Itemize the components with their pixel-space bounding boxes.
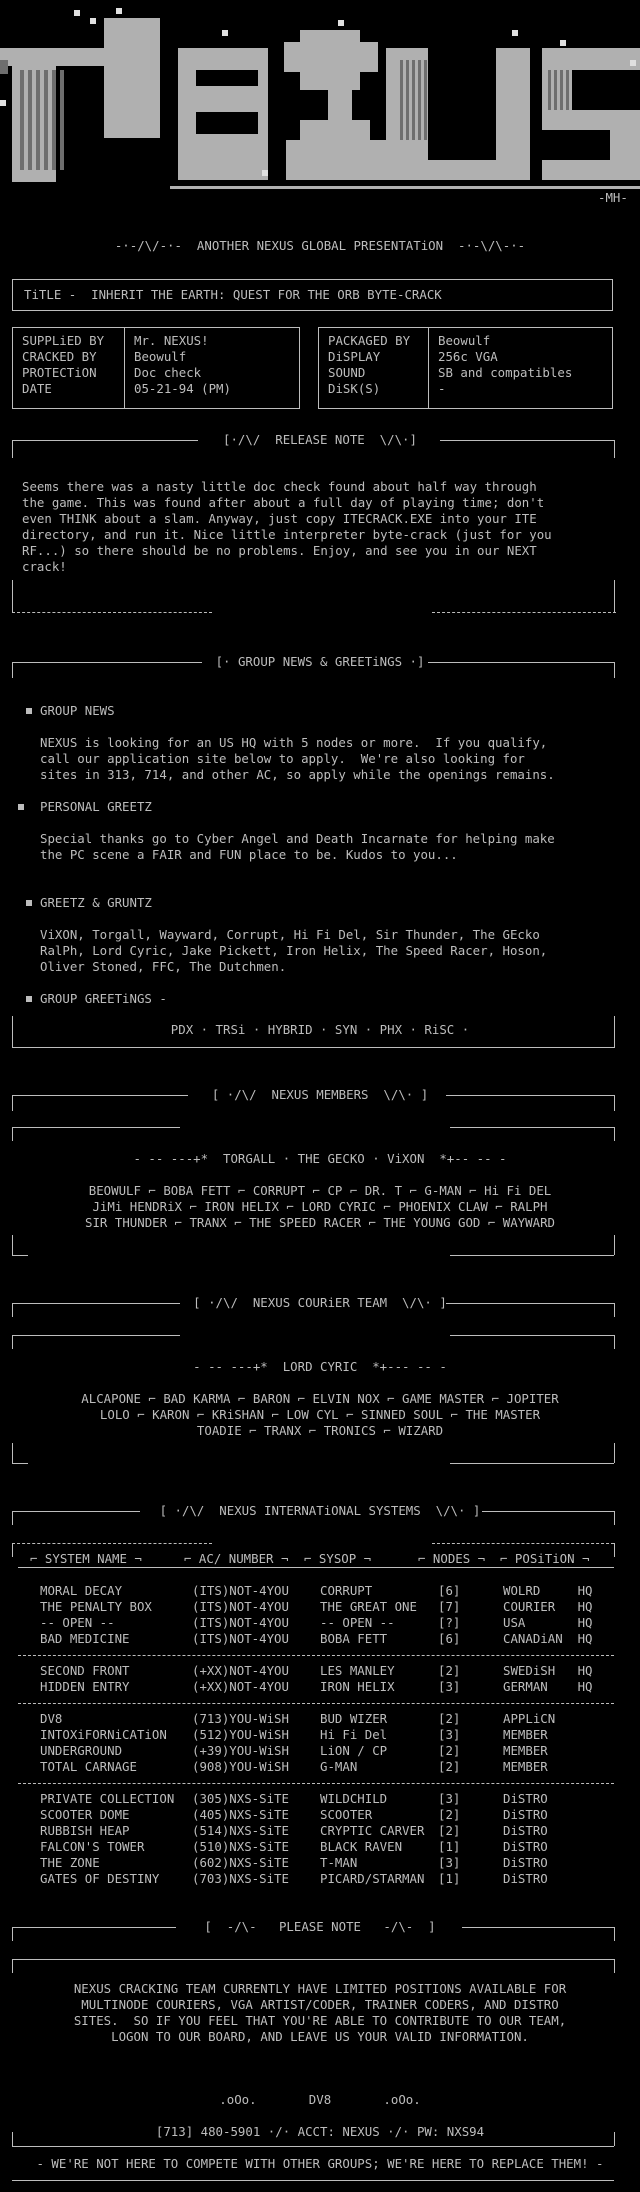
frame-line [12,1335,13,1349]
frame-line [614,598,615,612]
info-label: SUPPLiED BY [22,333,105,348]
frame-line [450,1335,614,1336]
member-name-line: BEOWULF ⌐ BOBA FETT ⌐ CORRUPT ⌐ CP ⌐ DR. T ⌐ G-MAN ⌐ Hi Fi DEL [88,1183,552,1198]
logo-letter-x [300,120,370,180]
frame-line [12,662,202,663]
systems-cell: DiSTRO [503,1871,548,1886]
logo-letter-x [350,42,378,72]
systems-cell: GATES OF DESTINY [40,1871,160,1886]
systems-cell: INTOXiFORNiCATiON [40,1727,167,1742]
frame-line [614,440,615,458]
info-label: DiSPLAY [328,349,381,364]
systems-cell: SWEDiSH HQ [503,1663,593,1678]
systems-cell: (908)YOU-WiSH [192,1759,289,1774]
please-note-line: NEXUS CRACKING TEAM CURRENTLY HAVE LIMITED POSITIONS AVAILABLE FOR [73,1981,567,1996]
logo-letter-n [104,18,160,138]
frame-line [432,612,616,613]
group-news-header: [· GROUP NEWS & GREETiNGS ·] [215,654,425,669]
frame-line [482,1511,614,1512]
systems-cell: SCOOTER [320,1807,373,1822]
frame-line [12,1095,188,1096]
systems-cell: CRYPTIC CARVER [320,1823,425,1838]
systems-cell: BOBA FETT [320,1631,388,1646]
frame-line [12,1335,180,1336]
systems-cell: (305)NXS-SiTE [192,1791,289,1806]
systems-cell: UNDERGROUND [40,1743,123,1758]
systems-cell: (ITS)NOT-4YOU [192,1631,289,1646]
frame-line [614,1016,615,1048]
systems-cell: (ITS)NOT-4YOU [192,1615,289,1630]
footer-slogan: - WE'RE NOT HERE TO COMPETE WITH OTHER GROUPS; WE'RE HERE TO REPLACE THEM! - [36,2156,604,2171]
systems-column-header: ⌐ SYSOP ¬ [304,1551,372,1566]
news-line: sites in 313, 714, and other AC, so apply while the openings remains. [40,767,555,782]
frame-line [12,440,198,441]
logo-letter-s [542,160,640,180]
systems-cell: DiSTRO [503,1855,548,1870]
release-note-line: Seems there was a nasty little doc check found about half way through [22,479,537,494]
frame-line [450,1255,614,1256]
systems-cell: (+XX)NOT-4YOU [192,1679,289,1694]
news-line: the PC scene a FAIR and FUN place to be. Kudos to you... [40,847,458,862]
news-line: ViXON, Torgall, Wayward, Corrupt, Hi Fi Del, Sir Thunder, The GEcko [40,927,540,942]
systems-column-header: ⌐ POSiTiON ¬ [500,1551,590,1566]
systems-cell: -- OPEN -- [40,1615,115,1630]
news-section-title: GREETZ & GRUNTZ [40,895,152,910]
logo-signature: -MH- [598,190,628,205]
info-label: SOUND [328,365,366,380]
couriers-leader: - -- ---+* LORD CYRIC *+--- -- - [193,1359,447,1374]
systems-cell: [2] [438,1823,461,1838]
frame-line [12,1016,13,1048]
info-value: Beowulf [134,349,187,364]
info-value: Mr. NEXUS! [134,333,209,348]
systems-cell: T-MAN [320,1855,358,1870]
systems-cell: [1] [438,1871,461,1886]
frame-line [450,1463,614,1464]
release-note-line: even THINK about a slam. Anyway, just copy ITECRACK.EXE into your ITE [22,511,537,526]
systems-cell: CANADiAN HQ [503,1631,593,1646]
systems-cell: [6] [438,1583,461,1598]
systems-cell: (ITS)NOT-4YOU [192,1599,289,1614]
frame-line [428,662,614,663]
frame-line [12,1927,176,1928]
info-value: SB and compatibles [438,365,573,380]
frame-line [614,1927,615,1941]
release-note-line: the game. This was found after about a full day of playing time; don't [22,495,545,510]
please-note-header: [ -/\- PLEASE NOTE -/\- ] [204,1919,436,1934]
systems-cell: BUD WIZER [320,1711,388,1726]
frame-line [12,1543,13,1557]
systems-cell: (510)NXS-SiTE [192,1839,289,1854]
systems-cell: SCOOTER DOME [40,1807,130,1822]
frame-line [12,440,13,458]
systems-cell: (405)NXS-SiTE [192,1807,289,1822]
info-value: Beowulf [438,333,491,348]
frame-line [614,1511,615,1525]
systems-cell: BLACK RAVEN [320,1839,403,1854]
systems-cell: (+39)YOU-WiSH [192,1743,289,1758]
systems-cell: [2] [438,1759,461,1774]
systems-cell: COURIER HQ [503,1599,593,1614]
frame-line [12,1127,180,1128]
bullet-icon [18,804,24,810]
systems-cell: WILDCHILD [320,1791,388,1806]
frame-line [12,1927,13,1941]
frame-line [614,1127,615,1141]
systems-cell: MEMBER [503,1743,548,1758]
frame-line [12,1511,13,1525]
frame-line [12,1047,614,1048]
systems-cell: (703)NXS-SiTE [192,1871,289,1886]
info-label: CRACKED BY [22,349,97,364]
frame-line [12,1959,13,1973]
release-note-line: directory, and run it. Nice little interpreter byte-crack (just for you [22,527,552,542]
systems-cell: [3] [438,1855,461,1870]
frame-line [614,1095,615,1111]
courier-name-line: TOADIE ⌐ TRANX ⌐ TRONICS ⌐ WIZARD [196,1423,444,1438]
systems-cell: (713)YOU-WiSH [192,1711,289,1726]
info-label: DiSK(S) [328,381,381,396]
systems-separator [18,1655,614,1656]
systems-cell: [3] [438,1679,461,1694]
frame-line [446,1303,614,1304]
info-value: - [438,381,446,396]
members-leaders: - -- ---+* TORGALL · THE GECKO · ViXON *+-- -- - [133,1151,507,1166]
members-header: [ ·/\/ NEXUS MEMBERS \/\· ] [211,1087,429,1102]
frame-line [614,1235,615,1255]
please-note-line: SITES. SO IF YOU FEEL THAT YOU'RE ABLE TO CONTRIBUTE TO OUR TEAM, [73,2013,567,2028]
frame-line [12,1543,212,1544]
logo-letter-n [12,66,56,182]
title-text: TiTLE - INHERIT THE EARTH: QUEST FOR THE ORB BYTE-CRACK [24,287,442,302]
systems-cell: MORAL DECAY [40,1583,123,1598]
news-section-title: GROUP NEWS [40,703,115,718]
frame-line [450,1127,614,1128]
systems-cell: [2] [438,1663,461,1678]
systems-cell: [7] [438,1599,461,1614]
bullet-icon [26,996,32,1002]
systems-cell: [?] [438,1615,461,1630]
systems-cell: (+XX)NOT-4YOU [192,1663,289,1678]
news-section-title: PERSONAL GREETZ [40,799,152,814]
systems-cell: TOTAL CARNAGE [40,1759,137,1774]
frame-line [12,2146,614,2147]
systems-column-header: ⌐ NODES ¬ [418,1551,486,1566]
frame-line [462,1927,614,1928]
frame-line [614,1303,615,1317]
frame-line [614,2132,615,2146]
member-name-line: JiMi HENDRiX ⌐ IRON HELIX ⌐ LORD CYRIC ⌐ PHOENIX CLAW ⌐ RALPH [92,1199,548,1214]
systems-cell: MEMBER [503,1759,548,1774]
frame-line [12,1443,13,1463]
systems-separator [18,1783,614,1784]
greeting-groups: PDX · TRSi · HYBRID · SYN · PHX · RiSC · [170,1022,470,1037]
nexus-logo [0,0,640,210]
systems-cell: [1] [438,1839,461,1854]
frame-line [12,1095,13,1111]
systems-cell: DiSTRO [503,1791,548,1806]
frame-line [12,1511,140,1512]
systems-cell: SECOND FRONT [40,1663,130,1678]
frame-line [12,1255,28,1256]
systems-cell: (512)YOU-WiSH [192,1727,289,1742]
info-value: 05-21-94 (PM) [134,381,231,396]
news-line: Special thanks go to Cyber Angel and Death Incarnate for helping make [40,831,555,846]
systems-cell: HIDDEN ENTRY [40,1679,130,1694]
frame-line [12,1303,180,1304]
systems-cell: (514)NXS-SiTE [192,1823,289,1838]
systems-cell: RUBBISH HEAP [40,1823,130,1838]
systems-cell: THE ZONE [40,1855,100,1870]
systems-cell: DV8 [40,1711,63,1726]
frame-line [12,598,13,612]
frame-line [12,662,13,678]
frame-line [614,662,615,678]
release-note-line: crack! [22,559,67,574]
logo-letter-u [428,160,498,180]
news-line: NEXUS is looking for an US HQ with 5 nodes or more. If you qualify, [40,735,548,750]
frame-line [12,1127,13,1141]
frame-line [12,1235,13,1255]
frame-line [12,1959,614,1960]
frame-line [432,1543,614,1544]
systems-cell: [3] [438,1727,461,1742]
logo-letter-x [286,140,308,180]
frame-line [12,2132,13,2146]
systems-column-header: ⌐ SYSTEM NAME ¬ [30,1551,142,1566]
systems-column-header: ⌐ AC/ NUMBER ¬ [184,1551,289,1566]
systems-cell: DiSTRO [503,1807,548,1822]
news-section-title: GROUP GREETiNGS - [40,991,167,1006]
systems-cell: LES MANLEY [320,1663,395,1678]
logo-letter-u [496,48,530,180]
bullet-icon [26,900,32,906]
systems-separator [18,1703,614,1704]
systems-cell: GERMAN HQ [503,1679,593,1694]
couriers-header: [ ·/\/ NEXUS COURiER TEAM \/\· ] [193,1295,447,1310]
frame-line [440,440,614,441]
systems-cell: DiSTRO [503,1823,548,1838]
frame-line [12,2180,614,2181]
news-line: Oliver Stoned, FFC, The Dutchmen. [40,959,287,974]
systems-cell: [2] [438,1711,461,1726]
systems-cell: [6] [438,1631,461,1646]
systems-cell: WOLRD HQ [503,1583,593,1598]
courier-name-line: LOLO ⌐ KARON ⌐ KRiSHAN ⌐ LOW CYL ⌐ SINNED SOUL ⌐ THE MASTER [99,1407,541,1422]
systems-cell: (ITS)NOT-4YOU [192,1583,289,1598]
bullet-icon [26,708,32,714]
systems-cell: (602)NXS-SiTE [192,1855,289,1870]
frame-line [614,580,615,600]
systems-cell: Hi Fi Del [320,1727,388,1742]
info-value: 256c VGA [438,349,498,364]
presentation-line: -·-/\/-·- ANOTHER NEXUS GLOBAL PRESENTATiON -·-\/\-·- [114,238,526,253]
systems-cell: DiSTRO [503,1839,548,1854]
systems-cell: THE PENALTY BOX [40,1599,152,1614]
frame-line [614,1543,615,1557]
systems-cell: [2] [438,1743,461,1758]
info-label: DATE [22,381,52,396]
systems-cell: THE GREAT ONE [320,1599,417,1614]
systems-cell: PICARD/STARMAN [320,1871,425,1886]
frame-line [446,1095,614,1096]
systems-cell: IRON HELIX [320,1679,395,1694]
systems-cell: [3] [438,1791,461,1806]
please-note-board: .oOo. DV8 .oOo. [219,2092,421,2107]
frame-line [614,1959,615,1973]
systems-cell: LiON / CP [320,1743,388,1758]
systems-cell: [2] [438,1807,461,1822]
logo-letter-x [360,140,386,180]
frame-line [614,1335,615,1349]
frame-line [12,580,13,600]
systems-cell: CORRUPT [320,1583,373,1598]
news-line: call our application site below to apply. We're also looking for [40,751,525,766]
release-note-line: RF...) so there should be no problems. Enjoy, and see you in our NEXT [22,543,537,558]
info-label: PACKAGED BY [328,333,411,348]
release-note-header: [·/\/ RELEASE NOTE \/\·] [223,432,417,447]
systems-cell: MEMBER [503,1727,548,1742]
info-value: Doc check [134,365,202,380]
news-line: RalPh, Lord Cyric, Jake Pickett, Iron Helix, The Speed Racer, Hoson, [40,943,548,958]
info-label: PROTECTiON [22,365,97,380]
systems-cell: APPLiCN [503,1711,556,1726]
systems-cell: G-MAN [320,1759,358,1774]
frame-line [18,1567,614,1568]
please-note-line: MULTINODE COURIERS, VGA ARTIST/CODER, TRAINER CODERS, AND DISTRO [81,1997,559,2012]
member-name-line: SIR THUNDER ⌐ TRANX ⌐ THE SPEED RACER ⌐ THE YOUNG GOD ⌐ WAYWARD [85,1215,555,1230]
please-note-line: LOGON TO OUR BOARD, AND LEAVE US YOUR VALID INFORMATION. [111,2029,529,2044]
systems-cell: -- OPEN -- [320,1615,395,1630]
frame-line [12,612,212,613]
systems-cell: FALCON'S TOWER [40,1839,145,1854]
systems-cell: BAD MEDICINE [40,1631,130,1646]
systems-header: [ ·/\/ NEXUS INTERNATiONAL SYSTEMS \/\· ] [159,1503,481,1518]
systems-cell: USA HQ [503,1615,593,1630]
please-note-contact: [713] 480-5901 ·/· ACCT: NEXUS ·/· PW: NXS94 [155,2124,485,2139]
frame-line [12,1303,13,1317]
systems-cell: PRIVATE COLLECTION [40,1791,175,1806]
frame-line [614,1443,615,1463]
frame-line [12,1463,28,1464]
courier-name-line: ALCAPONE ⌐ BAD KARMA ⌐ BARON ⌐ ELVIN NOX ⌐ GAME MASTER ⌐ JOPITER [81,1391,559,1406]
